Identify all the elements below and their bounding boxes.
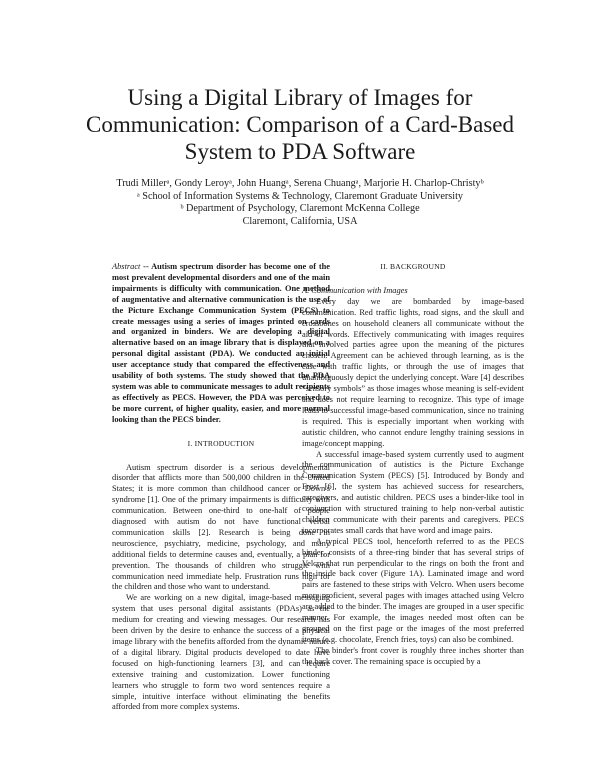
intro-paragraph: Autism spectrum disorder is a serious developmental disorder that afflicts more than 500,000 children in the United States; it is more common than childhood cancer or Down's syndrome [1]. One of the primary impairments is difficulty with communication. Between one-third to one-half of people diagnosed with autism do not have functional verbal communication skills [2]. Research is being done in neuroscience, psychiatry, medicine, psychology, and many additional fields to determine causes and, eventually, a plan for prevention. The thousands of children who struggle with communication need immediate help. Frustration runs high for the children and those who want to understand. xyxy=(112,462,330,592)
title-line: Using a Digital Library of Images for xyxy=(127,85,473,110)
location: Claremont, California, USA xyxy=(242,215,358,227)
subsection-heading: A. Communication with Images xyxy=(302,285,408,295)
section-heading-introduction: I. INTRODUCTION xyxy=(187,438,255,448)
affiliation-a: ᵃ School of Information Systems & Technology, Claremont Graduate University xyxy=(136,190,464,202)
abstract xyxy=(112,262,330,426)
paper-title xyxy=(60,84,540,165)
left-column xyxy=(112,262,330,713)
author-block xyxy=(40,178,560,228)
intro-paragraph: We are working on a new digital, image-based messaging system that uses personal digital assistants (PDAs) as the medium for creating and viewing messages. Our research has been driven by the desire to enhance the success of a physical image library with the benefits afforded from the dynamic nature of a digital library. Digital products developed to date have focused on high-functioning learners [3], and can require extensive training and customization. Lower functioning learners who struggle to form two word sentences require a simple, intuitive interface without eliminating the benefits afforded from more complex systems. xyxy=(112,593,330,712)
abstract-text: -- Autism spectrum disorder has become one of the most prevalent developmental disorders and one of the main impairments is difficulty with communication. One method of augmentative and alternative communication is the use of the Picture Exchange Communication System (PECS) to create messages using a series of images printed on cards and organized in binders. We are developing a digital alternative based on an image library that is displayed on a personal digital assistant (PDA). We conducted an initial user acceptance study that compared the effectiveness and usability of both systems. The study showed that the PDA system was able to communicate messages to adult recipients as effectively as PECS. However, the PDA was perceived to be more current, of higher quality, easier, and more normal looking than the PECS binder. xyxy=(112,262,330,424)
author-list: Trudi Millerᵃ, Gondy Leroyᵃ, John Huangᵃ, Serena Chuangᵃ, Marjorie H. Charlop-Christyᵇ xyxy=(116,178,484,189)
title-line: System to PDA Software xyxy=(184,139,416,164)
title-line: Communication: Comparison of a Card-Based xyxy=(86,112,514,137)
background-paragraph: Every day we are bombarded by image-based communication. Red traffic lights, road signs, and the skull and crossbones on household cleaners all communicate without the aid of words. Effectively communicating with images requires that involved parties agree upon the meaning of the pictures chosen. Agreement can be achieved through learning, as is the case with traffic lights, or through the use of images that unambiguously depict the underlying concept. Ware [4] describes “sensory symbols” as those images whose meaning is self-evident and does not require learning to recognize. This type of image leads to successful image-based communication, since no training is required. This is especially important when working with autistic children, who cannot endure lengthy training sessions in image/concept mapping. xyxy=(302,296,524,448)
section-heading-background: II. BACKGROUND xyxy=(380,262,446,271)
abstract-label: Abstract xyxy=(112,262,141,271)
background-paragraph: A successful image-based system currently used to augment the communication of autistics is the Picture Exchange Communication System (PECS) [5]. Introduced by Bondy and Frost [6], the system has achieved success for researchers, caregivers, and autistic children. PECS uses a binder-like tool in conjunction with structured training to help non-verbal autistic children communicate with their parents and caregivers. PECS incorporates small cards that have word and image pairs. xyxy=(302,449,524,535)
background-paragraph: The binder's front cover is roughly three inches shorter than the back cover. The remaining space is occupied by a xyxy=(302,645,524,666)
right-column xyxy=(302,262,524,668)
affiliation-b: ᵇ Department of Psychology, Claremont McKenna College xyxy=(180,203,420,214)
background-paragraph: A typical PECS tool, henceforth referred to as the PECS binder, consists of a three-ring binder that has several strips of Velcro that run perpendicular to the rings on both the front and the inside back cover (Figure 1A). Laminated image and word pairs are fastened to these strips with Velcro. When users become more proficient, several pages with images attached using Velcro are added to the binder. The images are grouped in a user specific manner. For example, the images needed most often can be grouped on the first page or the images of the most preferred items (e.g. chocolate, French fries, toys) can also be combined. xyxy=(302,536,524,644)
